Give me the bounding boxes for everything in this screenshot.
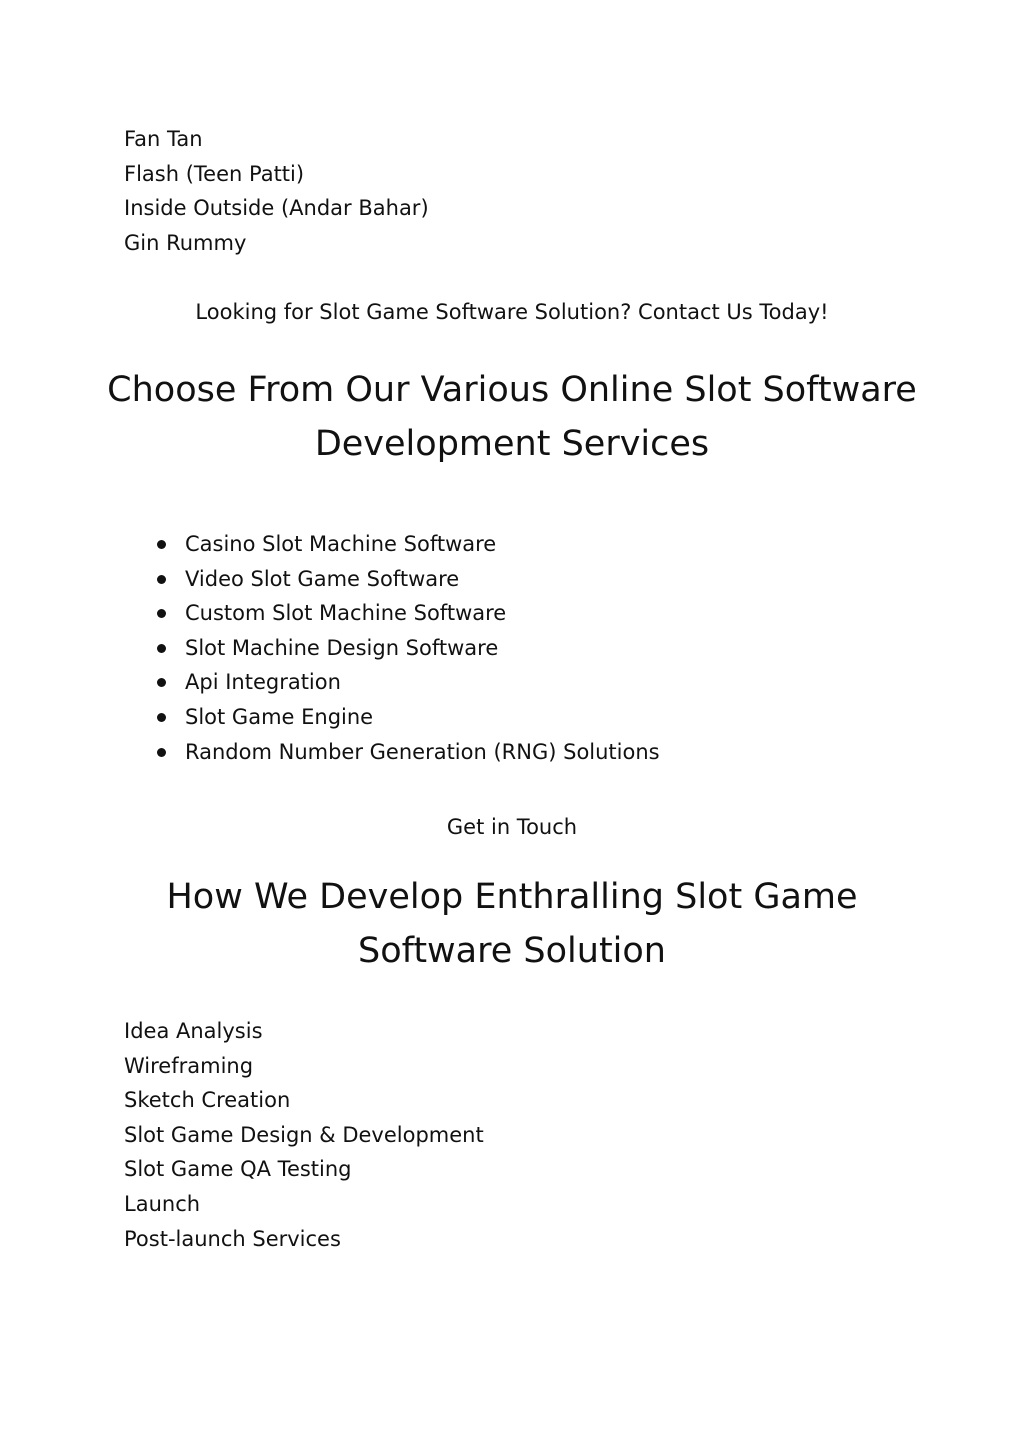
list-item: Inside Outside (Andar Bahar) — [124, 196, 429, 221]
list-item — [156, 700, 660, 735]
list-item — [156, 735, 660, 770]
list-item: Slot Game Design & Development — [124, 1122, 484, 1147]
list-item — [156, 562, 660, 597]
process-steps-list — [124, 1014, 484, 1256]
process-heading: How We Develop Enthralling Slot Game Software Solution — [166, 877, 858, 971]
get-in-touch-link[interactable]: Get in Touch — [446, 815, 578, 839]
list-item: Slot Game QA Testing — [124, 1157, 352, 1182]
bullet-icon — [157, 678, 166, 687]
services-list — [156, 527, 660, 769]
bullet-icon — [157, 748, 166, 757]
list-item — [156, 631, 660, 666]
list-item: Flash (Teen Patti) — [124, 161, 305, 186]
bullet-icon — [157, 540, 166, 549]
list-item-label: Api Integration — [185, 670, 341, 695]
list-item — [156, 527, 660, 562]
list-item-label: Slot Game Engine — [185, 704, 374, 729]
list-item-label: Random Number Generation (RNG) Solutions — [185, 739, 660, 764]
list-item-label: Custom Slot Machine Software — [185, 601, 507, 626]
bullet-icon — [157, 609, 166, 618]
games-list — [124, 122, 429, 260]
list-item: Launch — [124, 1191, 201, 1216]
list-item — [156, 596, 660, 631]
bullet-icon — [157, 575, 166, 584]
bullet-icon — [157, 644, 166, 653]
list-item: Gin Rummy — [124, 230, 247, 255]
list-item: Wireframing — [124, 1053, 254, 1078]
list-item-label: Slot Machine Design Software — [185, 635, 499, 660]
list-item — [156, 665, 660, 700]
list-item-label: Casino Slot Machine Software — [185, 532, 497, 556]
list-item-label: Video Slot Game Software — [185, 566, 460, 591]
contact-cta-link[interactable]: Looking for Slot Game Software Solution? Contact Us Today! — [195, 300, 829, 324]
list-item: Fan Tan — [124, 127, 203, 151]
list-item: Sketch Creation — [124, 1088, 291, 1113]
bullet-icon — [157, 713, 166, 722]
list-item: Post-launch Services — [124, 1226, 341, 1251]
services-heading: Choose From Our Various Online Slot Software Development Services — [107, 370, 917, 464]
list-item: Idea Analysis — [124, 1019, 263, 1043]
